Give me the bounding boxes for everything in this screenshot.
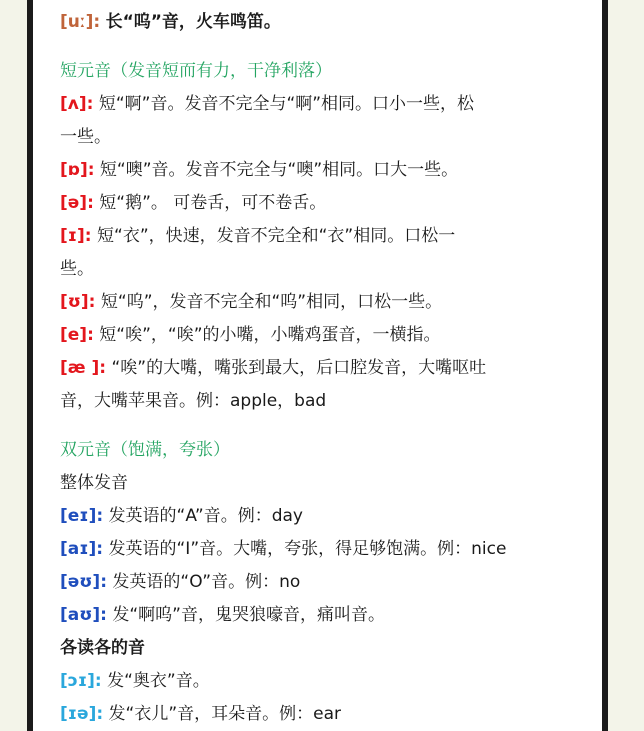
vowel-row-long-u (60, 6, 580, 39)
diphthong-description: 发英语的“A”音。例：day (108, 506, 303, 526)
diphthong-description: 发“奥衣”音。 (107, 671, 210, 691)
vowel-row-short-a-continued: 一些。 (60, 127, 111, 147)
diphthong-row-ou (60, 566, 580, 599)
diphthong-description: 发英语的“O”音。例：no (112, 572, 301, 592)
vowel-row-short-i (60, 220, 580, 253)
phonetic-symbol: [ə]: (60, 193, 94, 213)
vowel-row-short-e (60, 319, 580, 352)
vowel-description: 短“衣”，快速，发音不完全和“衣”相同。口松一 (97, 226, 456, 246)
phonetic-symbol: [e]: (60, 325, 94, 345)
phonetic-symbol: [æ ]: (60, 358, 107, 378)
vowel-row-short-u (60, 286, 580, 319)
right-border-bar (602, 0, 608, 731)
section-heading-short-vowels: 短元音（发音短而有力，干净利落） (60, 61, 332, 81)
diphthong-description: 发“衣儿”音，耳朵音。例：ear (108, 704, 342, 724)
phonetic-symbol: [əʊ]: (60, 572, 107, 592)
vowel-row-short-o (60, 154, 580, 187)
phonetic-symbol: [aʊ]: (60, 605, 107, 625)
vowel-row-ae (60, 352, 580, 385)
vowel-description: 短“鹅”。 可卷舌，可不卷舌。 (99, 193, 327, 213)
subheading-separate-pronunciation: 各读各的音 (60, 638, 145, 658)
diphthong-row-oi (60, 665, 580, 698)
diphthong-row-ai (60, 533, 580, 566)
vowel-description: 短“呜”，发音不完全和“呜”相同，口松一些。 (100, 292, 443, 312)
vowel-row-short-a (60, 88, 580, 121)
phonetic-symbol: [ɔɪ]: (60, 671, 102, 691)
vowel-row-short-i-continued: 些。 (60, 259, 94, 279)
article-body (33, 0, 602, 731)
phonetics-text (60, 6, 580, 731)
diphthong-row-ei (60, 500, 580, 533)
vowel-description: 短“唉”，“唉”的小嘴，小嘴鸡蛋音，一横指。 (99, 325, 441, 345)
phonetic-symbol: [ʌ]: (60, 94, 94, 114)
vowel-description: 短“噢”音。发音不完全与“噢”相同。口大一些。 (99, 160, 459, 180)
vowel-description: 短“啊”音。发音不完全与“啊”相同。口小一些，松 (98, 94, 475, 114)
phonetic-symbol: [ɒ]: (60, 160, 95, 180)
diphthong-description: 发“啊呜”音，鬼哭狼嚎音，痛叫音。 (112, 605, 385, 625)
phonetic-symbol: [uː]: (60, 12, 101, 32)
phonetic-symbol: [ɪə]: (60, 704, 104, 724)
vowel-row-schwa (60, 187, 580, 220)
subheading-whole-pronunciation: 整体发音 (60, 473, 128, 493)
diphthong-row-ie (60, 698, 580, 731)
phonetic-symbol: [ʊ]: (60, 292, 96, 312)
phonetic-symbol: [ɪ]: (60, 226, 92, 246)
diphthong-row-au (60, 599, 580, 632)
vowel-description: 长“呜”音，火车鸣笛。 (105, 12, 281, 32)
diphthong-description: 发英语的“I”音。大嘴，夸张，得足够饱满。例：nice (108, 539, 507, 559)
vowel-description: “唉”的大嘴，嘴张到最大，后口腔发音，大嘴呕吐 (111, 358, 487, 378)
section-heading-diphthongs: 双元音（饱满，夸张） (60, 440, 230, 460)
phonetic-symbol: [eɪ]: (60, 506, 104, 526)
phonetic-symbol: [aɪ]: (60, 539, 104, 559)
vowel-row-ae-continued: 音，大嘴苹果音。例：apple，bad (60, 391, 327, 411)
